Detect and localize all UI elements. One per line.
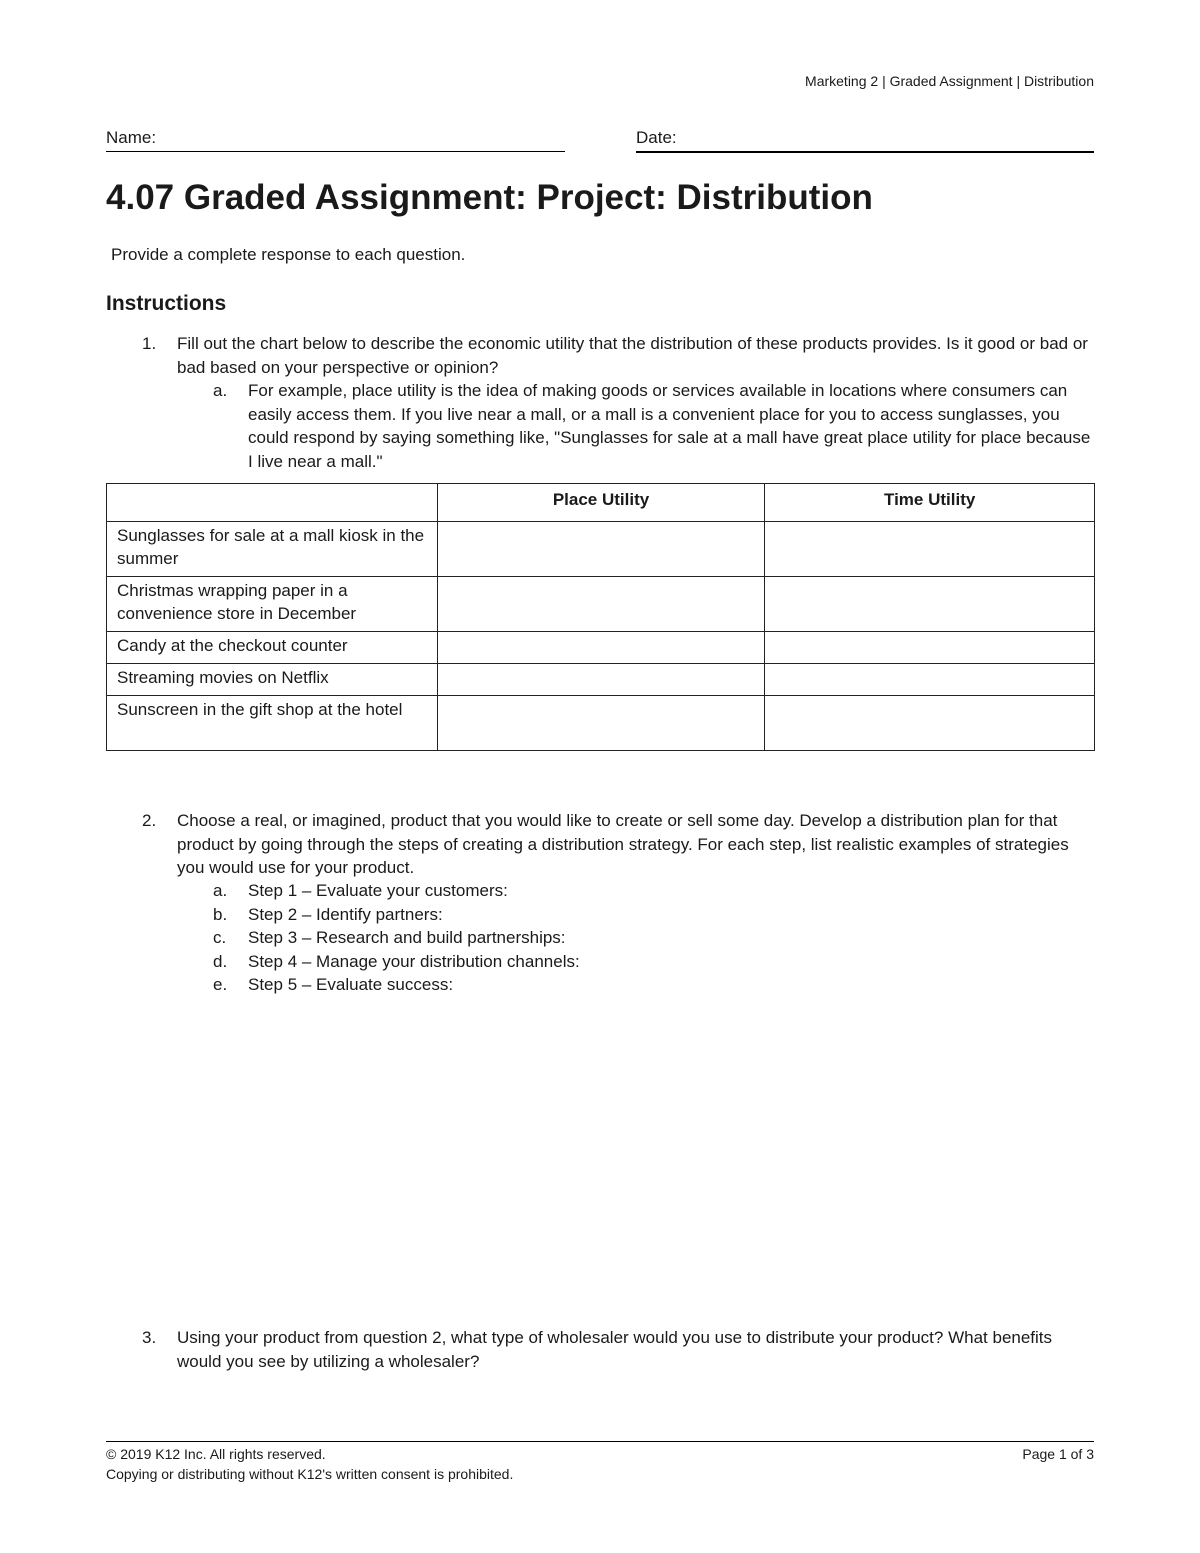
instructions-heading: Instructions	[106, 292, 227, 315]
row-label: Sunglasses for sale at a mall kiosk in the summer	[107, 522, 438, 577]
row-label: Sunscreen in the gift shop at the hotel	[107, 696, 438, 751]
footer-divider	[106, 1441, 1094, 1442]
page-number: Page 1 of 3	[1022, 1446, 1094, 1462]
date-field-line[interactable]	[636, 151, 1094, 153]
row-label: Candy at the checkout counter	[107, 632, 438, 664]
footer-copyright: © 2019 K12 Inc. All rights reserved.	[106, 1446, 326, 1462]
place-utility-cell[interactable]	[437, 696, 765, 751]
question-text: Using your product from question 2, what type of wholesaler would you use to distribute your product? What benefits would you see by utilizing a wholesaler?	[177, 1328, 1053, 1371]
step-letter: d.	[213, 951, 228, 971]
time-utility-cell[interactable]	[765, 632, 1095, 664]
row-label: Christmas wrapping paper in a convenience store in December	[107, 577, 438, 632]
table-row	[107, 696, 1095, 751]
table-header-time-utility: Time Utility	[765, 484, 1095, 522]
place-utility-cell[interactable]	[437, 522, 765, 577]
question-text: Fill out the chart below to describe the economic utility that the distribution of these products provides. Is it good or bad or bad based on your perspective or opinion?	[177, 334, 1088, 377]
step-text: Step 2 – Identify partners:	[248, 904, 443, 924]
time-utility-cell[interactable]	[765, 664, 1095, 696]
table-header-place-utility: Place Utility	[437, 484, 765, 522]
subitem-text: For example, place utility is the idea of making goods or services available in locations where consumers can easily access them. If you live near a mall, or a mall is a convenient place for you to access sunglasses, you could respond by saying something like, "Sunglasses for sale at a mall have great place utility for place because I live near a mall."	[248, 381, 1091, 471]
name-field-line[interactable]	[106, 151, 565, 152]
step-letter: b.	[213, 904, 228, 924]
page-title: 4.07 Graded Assignment: Project: Distribution	[106, 178, 873, 217]
date-label: Date:	[636, 128, 677, 147]
step-letter: a.	[213, 881, 228, 900]
subitem-letter: a.	[213, 381, 228, 400]
question-text: Choose a real, or imagined, product that you would like to create or sell some day. Develop a distribution plan for that product by going through the steps of creating a distribution strategy. For each step, list realistic examples of strategies you would use for your product.	[177, 811, 1069, 877]
name-label: Name:	[106, 128, 157, 147]
footer-notice: Copying or distributing without K12's written consent is prohibited.	[106, 1466, 514, 1482]
table-row	[107, 664, 1095, 696]
step-letter: e.	[213, 975, 228, 994]
step-text: Step 4 – Manage your distribution channels:	[248, 951, 580, 971]
table-row	[107, 632, 1095, 664]
intro-text: Provide a complete response to each question.	[111, 245, 466, 264]
question-number: 1.	[142, 334, 157, 353]
step-text: Step 1 – Evaluate your customers:	[248, 881, 508, 900]
table-row	[107, 522, 1095, 577]
place-utility-cell[interactable]	[437, 577, 765, 632]
running-header: Marketing 2 | Graded Assignment | Distribution	[805, 73, 1094, 89]
table-row	[107, 577, 1095, 632]
time-utility-cell[interactable]	[765, 577, 1095, 632]
question-number: 2.	[142, 811, 157, 830]
step-letter: c.	[213, 928, 227, 947]
place-utility-cell[interactable]	[437, 664, 765, 696]
utility-table	[106, 483, 1095, 751]
question-number: 3.	[142, 1328, 157, 1347]
row-label: Streaming movies on Netflix	[107, 664, 438, 696]
step-text: Step 3 – Research and build partnerships:	[248, 928, 566, 947]
table-header-blank	[107, 484, 438, 522]
place-utility-cell[interactable]	[437, 632, 765, 664]
time-utility-cell[interactable]	[765, 522, 1095, 577]
time-utility-cell[interactable]	[765, 696, 1095, 751]
step-text: Step 5 – Evaluate success:	[248, 975, 454, 994]
